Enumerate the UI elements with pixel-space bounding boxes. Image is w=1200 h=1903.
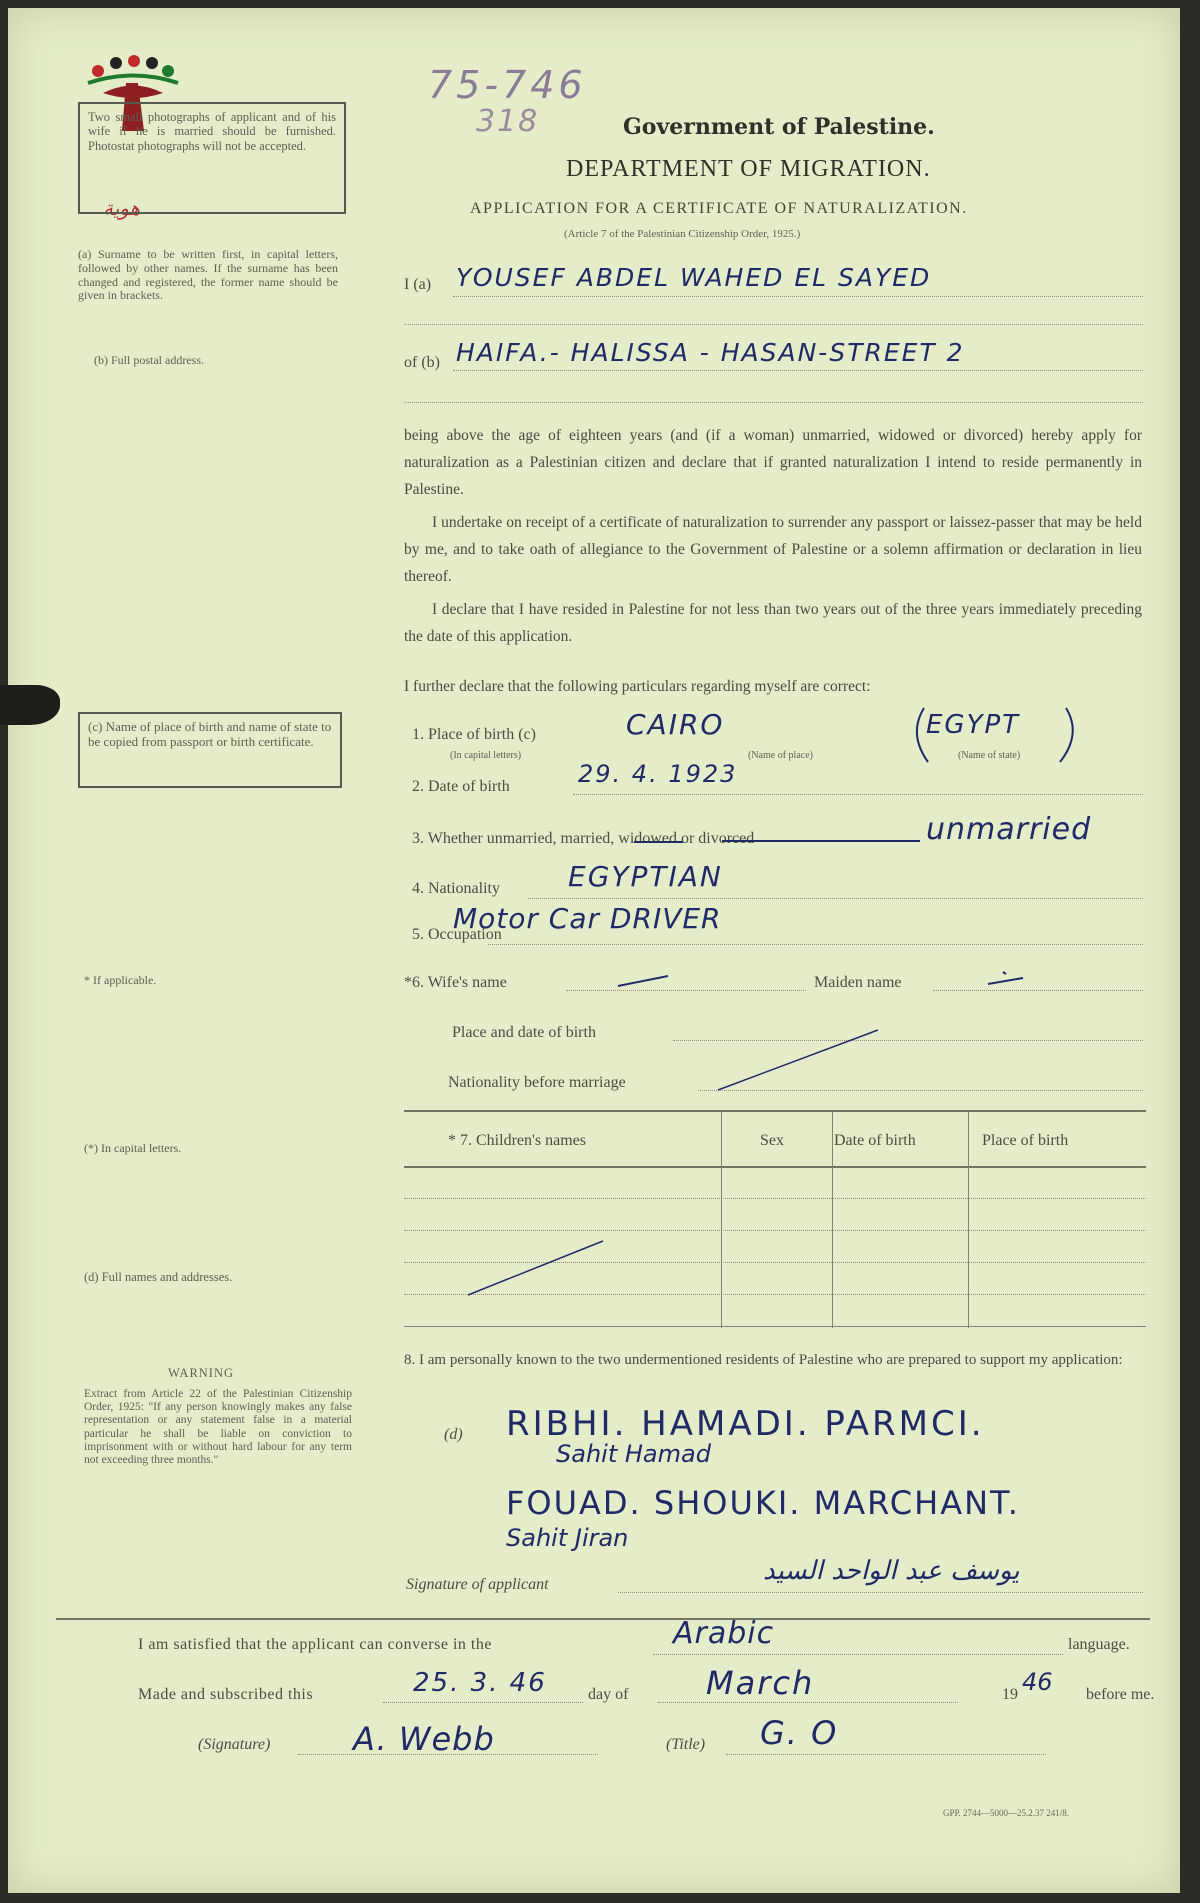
- date-of-birth: 29. 4. 1923: [578, 760, 738, 788]
- day-value: 25. 3. 46: [413, 1668, 547, 1698]
- line2-prefix: of (b): [404, 354, 440, 371]
- declaration-para-4: I further declare that the following particulars regarding myself are correct:: [404, 678, 871, 695]
- note-a: (a) Surname to be written first, in capital letters, followed by other names. If the surname has been changed and registered, the former name should be given in brackets.: [78, 247, 338, 303]
- item4-label: 4. Nationality: [412, 880, 500, 897]
- address-line-2: [404, 402, 1143, 403]
- title-label: (Title): [666, 1736, 706, 1753]
- referees-intro: 8. I am personally known to the two undermentioned residents of Palestine who are prepared to support my application:: [404, 1352, 1123, 1368]
- wife-place-label: Place and date of birth: [452, 1024, 596, 1041]
- declaration-para-1: being above the age of eighteen years (and (if a woman) unmarried, widowed or divorced) hereby apply for naturalization as a Palestinian citizen and declare that if granted naturalization I intend to reside permanently in Palestine.: [404, 427, 1142, 498]
- language-value: Arabic: [673, 1616, 775, 1651]
- satisfied-text: I am satisfied that the applicant can converse in the: [138, 1636, 492, 1653]
- department-title: DEPARTMENT OF MIGRATION.: [566, 156, 931, 182]
- col-divider-1: [721, 1112, 722, 1328]
- item3-label: 3. Whether unmarried, married, widowed or divorced: [412, 830, 755, 847]
- signature-line: [298, 1754, 598, 1755]
- name-of-state-note: (Name of state): [958, 750, 1021, 761]
- printer-code: GPP. 2744—5000—25.2.37 241/8.: [943, 1808, 1070, 1818]
- note-applicable: * If applicable.: [84, 973, 157, 987]
- maiden-name-label: Maiden name: [814, 974, 902, 991]
- referees-prefix: (d): [444, 1426, 463, 1443]
- place-of-birth: CAIRO: [626, 708, 725, 741]
- wife-strike: [708, 1018, 888, 1098]
- year-prefix: 19: [1002, 1686, 1018, 1703]
- referee-2: FOUAD. SHOUKI. MARCHANT.: [506, 1484, 1020, 1522]
- logo-text: هوية: [103, 196, 141, 220]
- section-rule: [56, 1618, 1150, 1620]
- item6-label: *6. Wife's name: [404, 974, 507, 991]
- day-of-text: day of: [588, 1686, 629, 1703]
- state-bracket: [906, 704, 1086, 766]
- language-line: [653, 1654, 1063, 1655]
- article-reference: (Article 7 of the Palestinian Citizenship Order, 1925.): [564, 228, 801, 240]
- applicant-signature: يوسف عبد الواحد السيد: [763, 1556, 1020, 1586]
- name-of-place-note: (Name of place): [748, 750, 813, 761]
- occupation: Motor Car DRIVER: [453, 902, 722, 935]
- note-c: (c) Name of place of birth and name of state to be copied from passport or birth certificate.: [78, 712, 342, 788]
- children-names-header: * 7. Children's names: [448, 1132, 586, 1149]
- state-of-birth: EGYPT: [926, 710, 1021, 740]
- table-top-rule: [404, 1110, 1146, 1112]
- applicant-signature-line: [618, 1592, 1143, 1593]
- table-row: [404, 1198, 1146, 1199]
- referee-2-signature: Sahit Jiran: [506, 1524, 629, 1552]
- applicant-signature-label: Signature of applicant: [406, 1576, 549, 1593]
- nationality: EGYPTIAN: [568, 860, 723, 893]
- item1-caps-note: (In capital letters): [450, 750, 522, 761]
- note-b: (b) Full postal address.: [94, 353, 204, 367]
- applicant-name: YOUSEF ABDEL WAHED EL SAYED: [456, 263, 932, 292]
- application-title: APPLICATION FOR A CERTIFICATE OF NATURALIZATION.: [470, 200, 968, 217]
- warning-title: WARNING: [168, 1366, 235, 1380]
- marital-strike: [628, 832, 928, 852]
- referee-1-signature: Sahit Hamad: [556, 1440, 711, 1468]
- table-bottom-rule: [404, 1326, 1146, 1327]
- title-line: [726, 1754, 1046, 1755]
- declaration-para-3: I declare that I have resided in Palestine for not less than two years out of the three years immediately preceding the date of this application.: [404, 601, 1142, 645]
- official-signature: A. Webb: [353, 1720, 495, 1758]
- item1-label: 1. Place of birth (c): [412, 726, 536, 743]
- day-line: [383, 1702, 583, 1703]
- note-d: (d) Full names and addresses.: [84, 1270, 233, 1284]
- month-value: March: [706, 1664, 815, 1702]
- file-number: 75-746: [428, 63, 587, 107]
- binding-mark: [0, 685, 60, 725]
- col-divider-3: [968, 1112, 969, 1328]
- line1-prefix: I (a): [404, 276, 432, 293]
- declaration-para-2: I undertake on receipt of a certificate of naturalization to surrender any passport or laissez-passer that may be held by me, and to take oath of allegiance to the Government of Palestine or a solemn affirmation or declaration in lieu thereof.: [404, 514, 1142, 585]
- language-suffix: language.: [1068, 1636, 1130, 1653]
- referee-1: RIBHI. HAMADI. PARMCI.: [506, 1404, 985, 1444]
- before-me-text: before me.: [1086, 1686, 1155, 1703]
- official-title: G. O: [760, 1714, 839, 1752]
- signature-label: (Signature): [198, 1736, 271, 1753]
- warning-text: Extract from Article 22 of the Palestinian Citizenship Order, 1925: "If any person knowingly makes any false representation or any statement false in a material particular he shall be liable on conviction to imprisonment with or without hard labour for any term not exceeding three months.": [84, 1388, 352, 1467]
- nationality-line: [528, 898, 1143, 899]
- made-subscribed-text: Made and subscribed this: [138, 1686, 314, 1703]
- address-line: [453, 370, 1143, 371]
- government-title: Government of Palestine.: [623, 114, 935, 140]
- occupation-line: [488, 944, 1143, 945]
- month-line: [658, 1702, 958, 1703]
- photo-note: Two small photographs of applicant and of his wife if he is married should be furnished. Photostat photographs will not be accepted.: [78, 102, 346, 214]
- dob-line: [573, 794, 1143, 795]
- col-divider-2: [832, 1112, 833, 1328]
- file-number-2: 318: [476, 104, 540, 139]
- children-strike: [463, 1233, 613, 1303]
- application-form: [8, 8, 1180, 1893]
- item5-label: 5. Occupation: [412, 926, 502, 943]
- note-capital: (*) In capital letters.: [84, 1141, 182, 1155]
- applicant-address: HAIFA.- HALISSA - HASAN-STREET 2: [456, 338, 965, 367]
- marital-status: unmarried: [926, 812, 1092, 847]
- item2-label: 2. Date of birth: [412, 778, 510, 795]
- wife-nationality-label: Nationality before marriage: [448, 1074, 626, 1091]
- name-line-2: [404, 324, 1143, 325]
- children-sex-header: Sex: [760, 1132, 784, 1149]
- table-row: [404, 1230, 1146, 1231]
- table-header-rule: [404, 1166, 1146, 1168]
- year-value: 46: [1022, 1668, 1053, 1696]
- children-pob-header: Place of birth: [982, 1132, 1069, 1149]
- name-line: [453, 296, 1143, 297]
- children-dob-header: Date of birth: [834, 1132, 916, 1149]
